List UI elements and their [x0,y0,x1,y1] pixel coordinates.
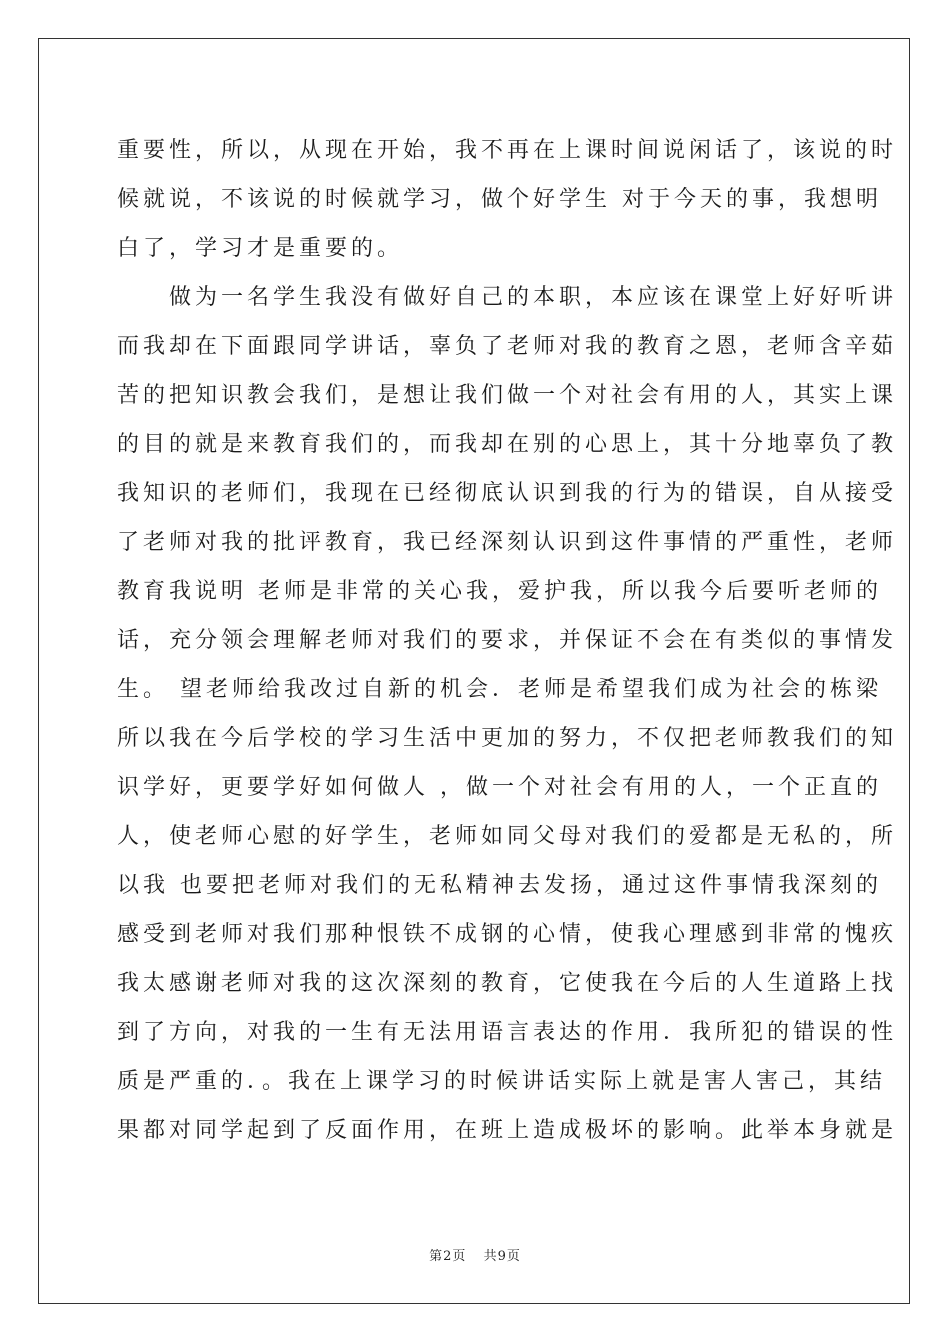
text-line: 以我 也要把老师对我们的无私精神去发扬，通过这件事情我深刻的 [117,873,882,898]
text-line: 感受到老师对我们那种恨铁不成钢的心情，使我心理感到非常的愧疚 [117,922,898,947]
page-footer [0,1245,950,1264]
text-line: 重要性，所以，从现在开始，我不再在上课时间说闲话了，该说的时 [117,138,898,163]
text-line: 的目的就是来教育我们的，而我却在别的心思上，其十分地辜负了教 [117,432,898,457]
text-line: 识学好，更要学好如何做人 ，做一个对社会有用的人，一个正直的 [117,775,882,800]
text-line: 话，充分领会理解老师对我们的要求，并保证不会在有类似的事情发 [117,628,898,653]
page-total: 共9页 [483,1249,521,1264]
text-line: 了老师对我的批评教育，我已经深刻认识到这件事情的严重性，老师 [117,530,898,555]
text-line: 做为一名学生我没有做好自己的本职，本应该在课堂上好好听讲 [117,285,898,310]
text-line: 我知识的老师们，我现在已经彻底认识到我的行为的错误，自从接受 [117,481,898,506]
text-line: 果都对同学起到了反面作用，在班上造成极坏的影响。此举本身就是 [117,1118,898,1143]
text-line: 到了方向，对我的一生有无法用语言表达的作用．我所犯的错误的性 [117,1020,898,1045]
text-line: 而我却在下面跟同学讲话，辜负了老师对我的教育之恩，老师含辛茹 [117,334,898,359]
text-line: 质是严重的．。我在上课学习的时候讲话实际上就是害人害己，其结 [117,1069,887,1094]
page-number: 第2页 [429,1249,467,1264]
text-line: 生。 望老师给我改过自新的机会．老师是希望我们成为社会的栋梁 [117,677,882,702]
text-line: 我太感谢老师对我的这次深刻的教育，它使我在今后的人生道路上找 [117,971,898,996]
text-line: 教育我说明 老师是非常的关心我，爱护我，所以我今后要听老师的 [117,579,882,604]
text-line: 人，使老师心慰的好学生，老师如同父母对我们的爱都是无私的，所 [117,824,898,849]
text-line: 候就说，不该说的时候就学习，做个好学生 对于今天的事，我想明 [117,187,882,212]
text-line: 所以我在今后学校的学习生活中更加的努力，不仅把老师教我们的知 [117,726,898,751]
document-body [117,126,898,1155]
text-line: 白了，学习才是重要的。 [117,236,404,261]
text-line: 苦的把知识教会我们，是想让我们做一个对社会有用的人，其实上课 [117,383,898,408]
